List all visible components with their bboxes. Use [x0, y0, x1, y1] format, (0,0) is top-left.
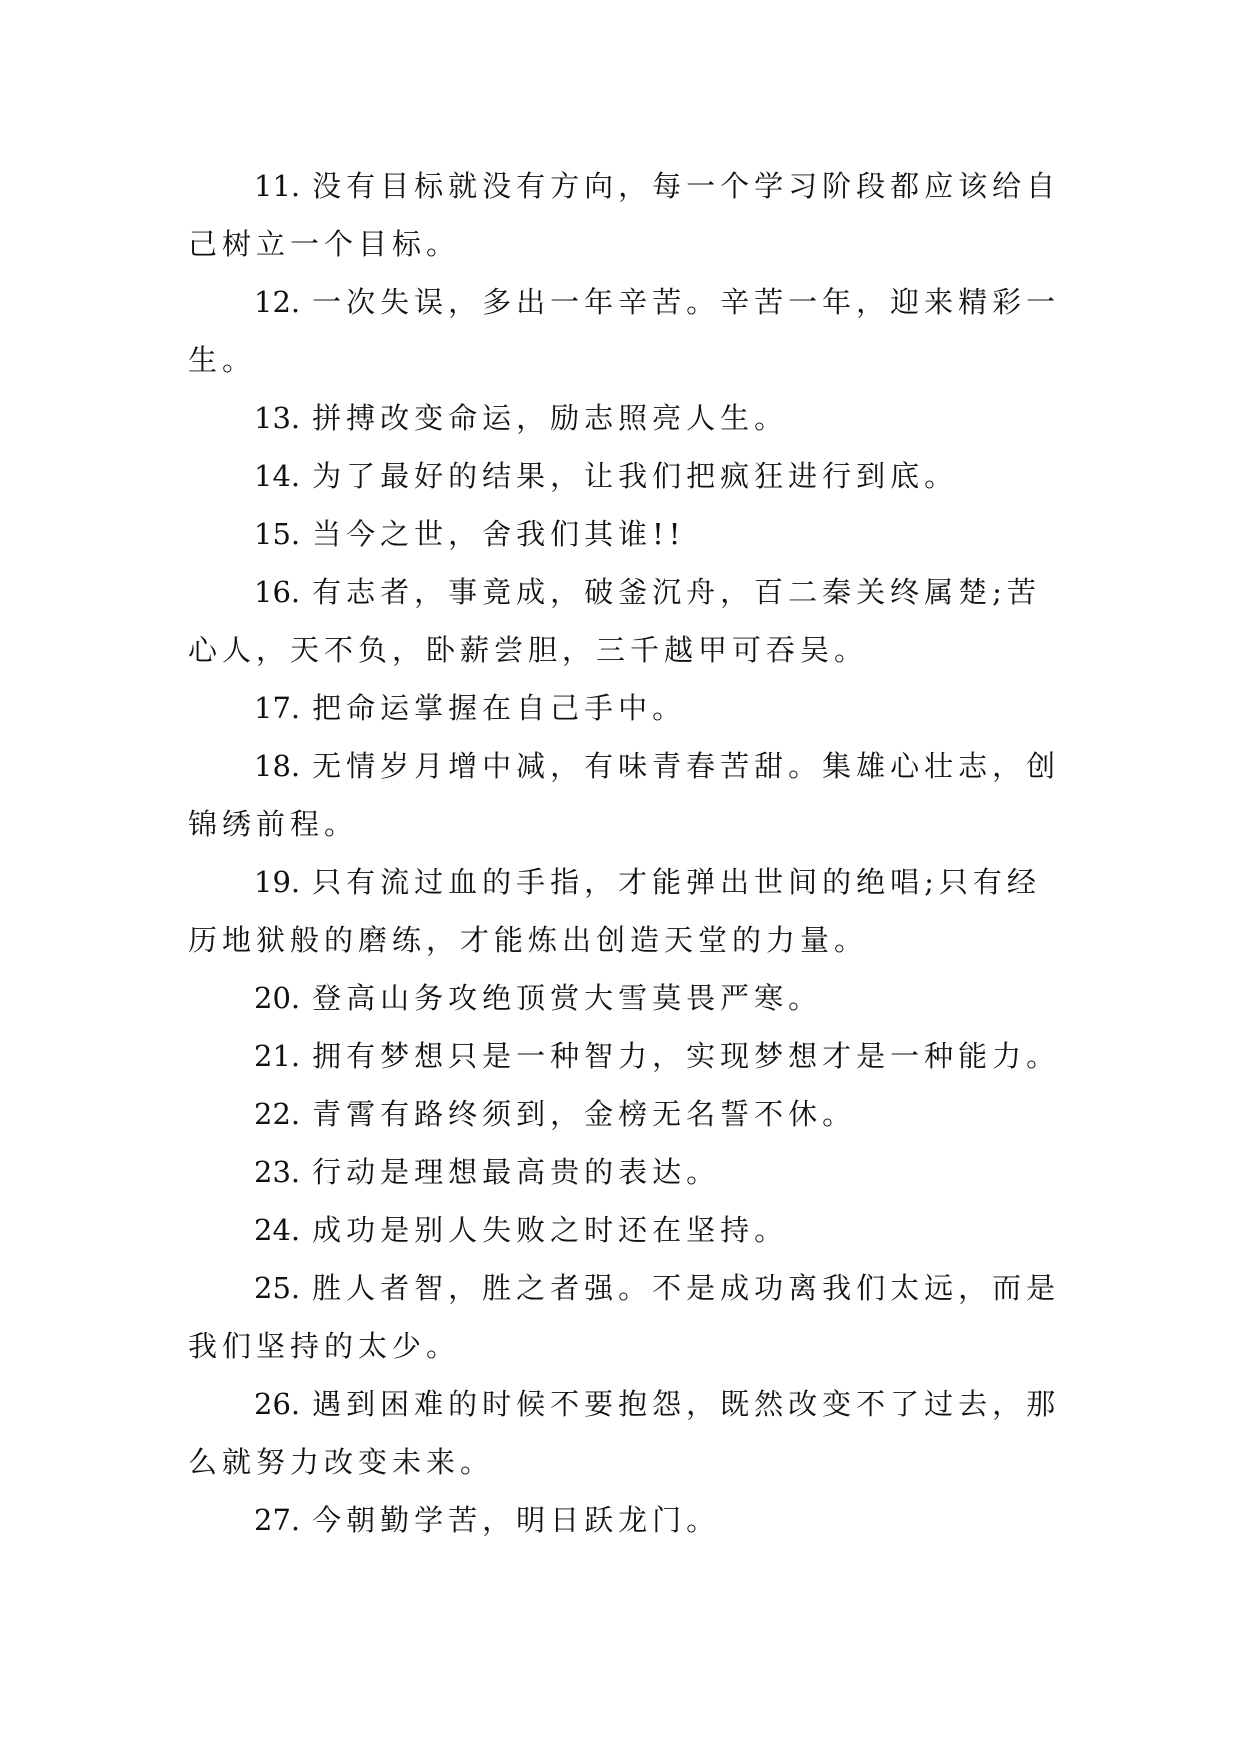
item-text: 青霄有路终须到，金榜无名誓不休。 — [312, 1097, 857, 1131]
item-number: 25. — [254, 1271, 301, 1305]
quote-list — [188, 157, 1068, 1549]
list-item — [188, 1201, 1068, 1259]
item-number: 23. — [254, 1155, 301, 1189]
item-text: 没有目标就没有方向，每一个学习阶段都应该给自己树立一个目标。 — [188, 169, 1061, 261]
item-number: 20. — [254, 981, 301, 1015]
item-text: 有志者，事竟成，破釜沉舟，百二秦关终属楚;苦心人，天不负，卧薪尝胆，三千越甲可吞吴。 — [188, 575, 1041, 667]
item-text: 无情岁月增中减，有味青春苦甜。集雄心壮志，创锦绣前程。 — [188, 749, 1061, 841]
list-item — [188, 1085, 1068, 1143]
item-number: 22. — [254, 1097, 301, 1131]
item-number: 18. — [254, 749, 301, 783]
item-text: 当今之世，舍我们其谁!! — [312, 517, 686, 551]
list-item — [188, 679, 1068, 737]
item-text: 一次失误，多出一年辛苦。辛苦一年，迎来精彩一生。 — [188, 285, 1061, 377]
item-text: 只有流过血的手指，才能弹出世间的绝唱;只有经历地狱般的磨练，才能炼出创造天堂的力量。 — [188, 865, 1041, 957]
list-item — [188, 505, 1068, 563]
item-text: 胜人者智，胜之者强。不是成功离我们太远，而是我们坚持的太少。 — [188, 1271, 1061, 1363]
list-item — [188, 1491, 1068, 1549]
item-text: 登高山务攻绝顶赏大雪莫畏严寒。 — [312, 981, 823, 1015]
list-item — [188, 1375, 1068, 1491]
item-number: 14. — [254, 459, 301, 493]
list-item — [188, 389, 1068, 447]
item-number: 11. — [254, 169, 301, 203]
list-item — [188, 273, 1068, 389]
item-text: 为了最好的结果，让我们把疯狂进行到底。 — [312, 459, 959, 493]
item-text: 把命运掌握在自己手中。 — [312, 691, 687, 725]
item-number: 26. — [254, 1387, 301, 1421]
item-number: 19. — [254, 865, 301, 899]
list-item — [188, 1027, 1068, 1085]
list-item — [188, 737, 1068, 853]
item-number: 24. — [254, 1213, 301, 1247]
list-item — [188, 157, 1068, 273]
item-number: 21. — [254, 1039, 301, 1073]
item-number: 12. — [254, 285, 301, 319]
item-text: 拥有梦想只是一种智力，实现梦想才是一种能力。 — [312, 1039, 1061, 1073]
item-text: 拼搏改变命运，励志照亮人生。 — [312, 401, 789, 435]
item-number: 16. — [254, 575, 301, 609]
item-number: 13. — [254, 401, 301, 435]
list-item — [188, 1143, 1068, 1201]
item-number: 17. — [254, 691, 301, 725]
item-number: 27. — [254, 1503, 301, 1537]
list-item — [188, 969, 1068, 1027]
list-item — [188, 1259, 1068, 1375]
item-text: 行动是理想最高贵的表达。 — [312, 1155, 721, 1189]
item-text: 今朝勤学苦，明日跃龙门。 — [312, 1503, 721, 1537]
item-number: 15. — [254, 517, 301, 551]
item-text: 遇到困难的时候不要抱怨，既然改变不了过去，那么就努力改变未来。 — [188, 1387, 1061, 1479]
list-item — [188, 447, 1068, 505]
list-item — [188, 563, 1068, 679]
list-item — [188, 853, 1068, 969]
item-text: 成功是别人失败之时还在坚持。 — [312, 1213, 789, 1247]
